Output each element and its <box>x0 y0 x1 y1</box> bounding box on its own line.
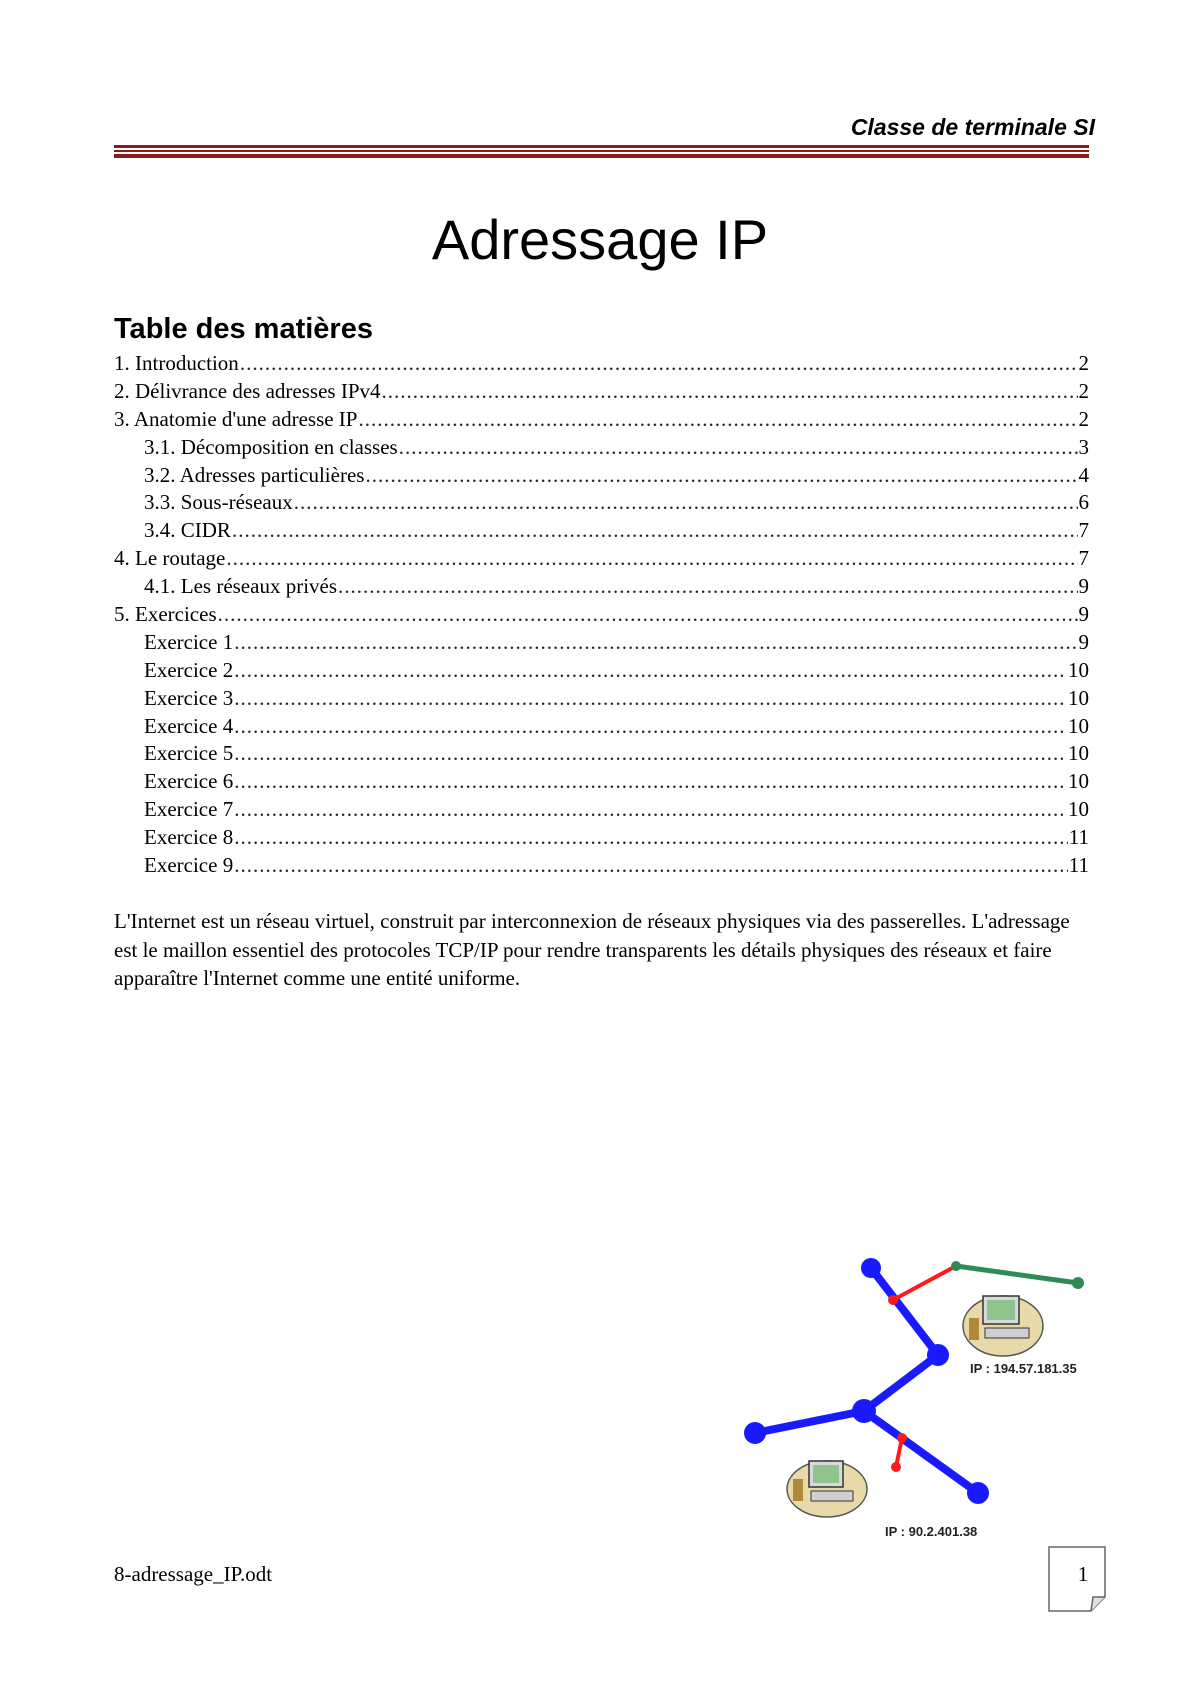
toc-entry[interactable] <box>114 573 1089 601</box>
toc-entry-label: Exercice 3 <box>144 685 234 710</box>
toc-entry-page: 10 <box>1068 741 1089 766</box>
toc-entry-label: Exercice 1 <box>144 629 234 654</box>
table-of-contents <box>114 350 1089 880</box>
toc-entry[interactable] <box>114 350 1089 378</box>
toc-entry-label: Exercice 4 <box>144 713 234 738</box>
toc-entry-label: Exercice 9 <box>144 853 234 878</box>
toc-dot-leader <box>234 824 1068 852</box>
computer-icon <box>963 1296 1043 1356</box>
ip-label-1: IP : 194.57.181.35 <box>970 1361 1077 1376</box>
footer-filename: 8-adressage_IP.odt <box>114 1562 273 1586</box>
toc-entry[interactable] <box>114 489 1089 517</box>
toc-entry[interactable] <box>114 796 1089 824</box>
ip-label-2: IP : 90.2.401.38 <box>885 1524 978 1539</box>
toc-heading: Table des matières <box>114 313 373 345</box>
toc-entry[interactable] <box>114 378 1089 406</box>
toc-dot-leader <box>218 601 1078 629</box>
toc-dot-leader <box>234 796 1067 824</box>
remote-node <box>951 1261 961 1271</box>
toc-entry-label: Exercice 7 <box>144 797 234 822</box>
toc-dot-leader <box>234 852 1068 880</box>
header-rule <box>114 150 1089 152</box>
toc-entry[interactable] <box>114 406 1089 434</box>
toc-entry[interactable] <box>114 685 1089 713</box>
toc-entry-page: 10 <box>1068 713 1089 738</box>
toc-entry[interactable] <box>114 517 1089 545</box>
toc-entry[interactable] <box>114 545 1089 573</box>
toc-entry-page: 10 <box>1068 797 1089 822</box>
toc-entry-label: 4.1. Les réseaux privés <box>144 574 338 599</box>
toc-entry-page: 4 <box>1078 462 1089 487</box>
header-rule <box>114 154 1089 158</box>
toc-entry[interactable] <box>114 740 1089 768</box>
toc-entry-page: 2 <box>1078 378 1089 403</box>
header-title: Classe de terminale SI <box>850 114 1095 140</box>
toc-entry-label: 2. Délivrance des adresses IPv4 <box>114 378 381 403</box>
page-number-box <box>1047 1545 1109 1615</box>
toc-dot-leader <box>234 685 1067 713</box>
toc-entry-label: 3.3. Sous-réseaux <box>144 490 293 515</box>
toc-entry[interactable] <box>114 629 1089 657</box>
toc-entry[interactable] <box>114 657 1089 685</box>
toc-entry[interactable] <box>114 601 1089 629</box>
toc-entry[interactable] <box>114 434 1089 462</box>
toc-dot-leader <box>234 740 1067 768</box>
backbone-links <box>755 1268 978 1493</box>
toc-entry-page: 7 <box>1078 518 1089 543</box>
intro-paragraph: L'Internet est un réseau virtuel, construit par interconnexion de réseaux physiques via des passerelles. L'adressage est le maillon essentiel des protocoles TCP/IP pour rendre transparents les détails physiques des réseaux et faire apparaître l'Internet comme une entité uniforme. <box>114 909 1070 990</box>
remote-link <box>956 1266 1078 1283</box>
toc-entry-page: 11 <box>1068 853 1089 878</box>
backbone-nodes <box>744 1258 989 1504</box>
toc-dot-leader <box>358 406 1077 434</box>
remote-node <box>1072 1277 1084 1289</box>
toc-entry-label: 3.1. Décomposition en classes <box>144 434 398 459</box>
toc-entry-label: Exercice 5 <box>144 741 234 766</box>
header-rule <box>114 145 1089 148</box>
toc-dot-leader <box>232 517 1078 545</box>
toc-entry-page: 11 <box>1068 825 1089 850</box>
toc-entry-label: Exercice 2 <box>144 657 234 682</box>
toc-entry-label: 1. Introduction <box>114 351 239 375</box>
network-figure <box>725 1248 1105 1553</box>
toc-entry-page: 6 <box>1078 490 1089 515</box>
toc-entry[interactable] <box>114 713 1089 741</box>
toc-dot-leader <box>338 573 1077 601</box>
toc-entry-label: 3. Anatomie d'une adresse IP <box>114 406 358 431</box>
toc-entry-page: 10 <box>1068 657 1089 682</box>
toc-dot-leader <box>399 434 1078 462</box>
toc-entry-label: 4. Le routage <box>114 546 226 571</box>
toc-dot-leader <box>365 462 1077 490</box>
toc-dot-leader <box>234 629 1077 657</box>
toc-entry-label: Exercice 6 <box>144 769 234 794</box>
toc-entry-page: 10 <box>1068 685 1089 710</box>
toc-dot-leader <box>234 713 1067 741</box>
toc-dot-leader <box>234 657 1067 685</box>
toc-entry[interactable] <box>114 768 1089 796</box>
toc-dot-leader <box>240 350 1078 378</box>
toc-entry-page: 9 <box>1078 629 1089 654</box>
toc-dot-leader <box>294 489 1078 517</box>
toc-dot-leader <box>382 378 1078 406</box>
toc-entry-label: 3.2. Adresses particulières <box>144 462 365 487</box>
toc-dot-leader <box>234 768 1067 796</box>
toc-entry[interactable] <box>114 852 1089 880</box>
computer-icon <box>787 1461 867 1517</box>
toc-entry-page: 2 <box>1078 406 1089 431</box>
toc-entry-page: 7 <box>1078 546 1089 571</box>
toc-entry[interactable] <box>114 824 1089 852</box>
page-number: 1 <box>1077 1562 1089 1586</box>
toc-entry-page: 10 <box>1068 769 1089 794</box>
toc-dot-leader <box>226 545 1077 573</box>
document-title: Adressage IP <box>431 208 769 271</box>
toc-entry-page: 2 <box>1078 351 1089 375</box>
toc-entry-page: 9 <box>1078 602 1089 627</box>
toc-entry[interactable] <box>114 462 1089 490</box>
toc-entry-page: 9 <box>1078 574 1089 599</box>
toc-entry-page: 3 <box>1078 434 1089 459</box>
toc-entry-label: 5. Exercices <box>114 602 217 627</box>
toc-entry-label: 3.4. CIDR <box>144 518 231 543</box>
toc-entry-label: Exercice 8 <box>144 825 234 850</box>
